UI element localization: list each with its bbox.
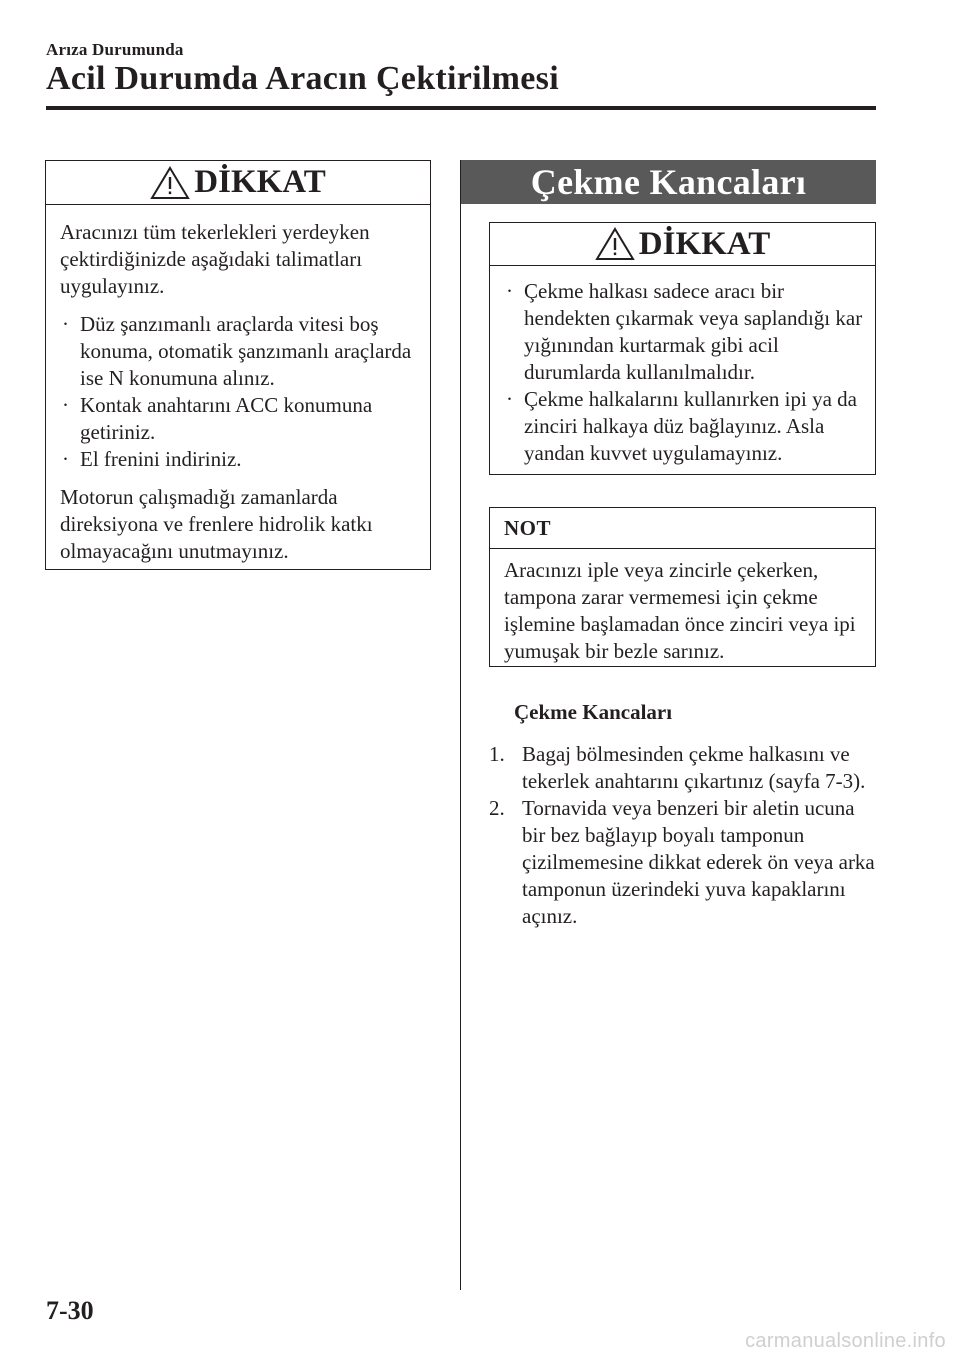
caution-heading-left bbox=[46, 161, 430, 205]
bullet-item bbox=[504, 386, 863, 467]
bullet-text: Düz şanzımanlı araçlarda vitesi boş konuma, otomatik şanzımanlı araçlarda ise N konumuna alınız. bbox=[80, 312, 412, 390]
list-item bbox=[489, 795, 879, 930]
caution-box-left bbox=[45, 160, 431, 570]
bullet-item bbox=[60, 311, 418, 392]
column-divider bbox=[460, 160, 461, 1290]
warning-triangle-icon bbox=[150, 166, 190, 200]
page-number: 7-30 bbox=[46, 1296, 94, 1325]
bullet-item bbox=[504, 278, 863, 386]
subsection-heading: Çekme Kancaları bbox=[514, 700, 673, 724]
step-number: 2. bbox=[489, 796, 505, 820]
caution-box-right bbox=[489, 222, 876, 475]
section-band: Çekme Kancaları bbox=[461, 160, 876, 204]
list-item bbox=[489, 741, 879, 795]
steps-list bbox=[489, 741, 879, 930]
bullet-dot: · bbox=[62, 393, 69, 417]
note-text: Aracınızı iple veya zincirle çekerken, tampona zarar vermemesi için çekme işlemine başlamadan önce zinciri veya ipi yumuşak bir bezle sarınız. bbox=[504, 558, 856, 663]
bullet-text: Çekme halkası sadece aracı bir hendekten çıkarmak veya saplandığı kar yığınından kurtarmak gibi acil durumlarda kullanılmalıdır. bbox=[524, 279, 863, 384]
watermark: carmanualsonline.info bbox=[745, 1330, 946, 1352]
title-rule bbox=[46, 106, 876, 110]
caution-heading-text: DİKKAT bbox=[194, 164, 326, 200]
step-number: 1. bbox=[489, 742, 505, 766]
bullet-item bbox=[60, 392, 418, 446]
bullet-item bbox=[60, 446, 418, 473]
bullet-text: Çekme halkalarını kullanırken ipi ya da zinciri halkaya düz bağlayınız. Asla yandan kuvvet uygulamayınız. bbox=[524, 387, 857, 465]
caution-heading-right bbox=[490, 223, 875, 266]
note-box bbox=[489, 507, 876, 667]
caution-heading-text: DİKKAT bbox=[638, 225, 771, 262]
caution-intro: Aracınızı tüm tekerlekleri yerdeyken çektirdiğinizde aşağıdaki talimatları uygulayınız. bbox=[60, 220, 370, 298]
step-text: Bagaj bölmesinden çekme halkasını ve tekerlek anahtarını çıkartınız (sayfa 7-3). bbox=[522, 742, 866, 793]
note-heading: NOT bbox=[490, 508, 875, 549]
caution-outro: Motorun çalışmadığı zamanlarda direksiyona ve frenlere hidrolik katkı olmayacağını unutmayınız. bbox=[60, 485, 373, 563]
section-label: Arıza Durumunda bbox=[46, 40, 184, 59]
bullet-dot: · bbox=[506, 387, 513, 411]
bullet-text: El frenini indiriniz. bbox=[80, 447, 242, 471]
bullet-dot: · bbox=[62, 312, 69, 336]
warning-triangle-icon bbox=[595, 227, 635, 261]
bullet-text: Kontak anahtarını ACC konumuna getiriniz. bbox=[80, 393, 373, 444]
page-title: Acil Durumda Aracın Çektirilmesi bbox=[46, 60, 559, 97]
bullet-dot: · bbox=[506, 279, 513, 303]
bullet-dot: · bbox=[62, 447, 69, 471]
step-text: Tornavida veya benzeri bir aletin ucuna bir bez bağlayıp boyalı tamponun çizilmemesine dikkat ederek ön veya arka tamponun üzerindeki yuva kapaklarını açınız. bbox=[522, 796, 875, 928]
